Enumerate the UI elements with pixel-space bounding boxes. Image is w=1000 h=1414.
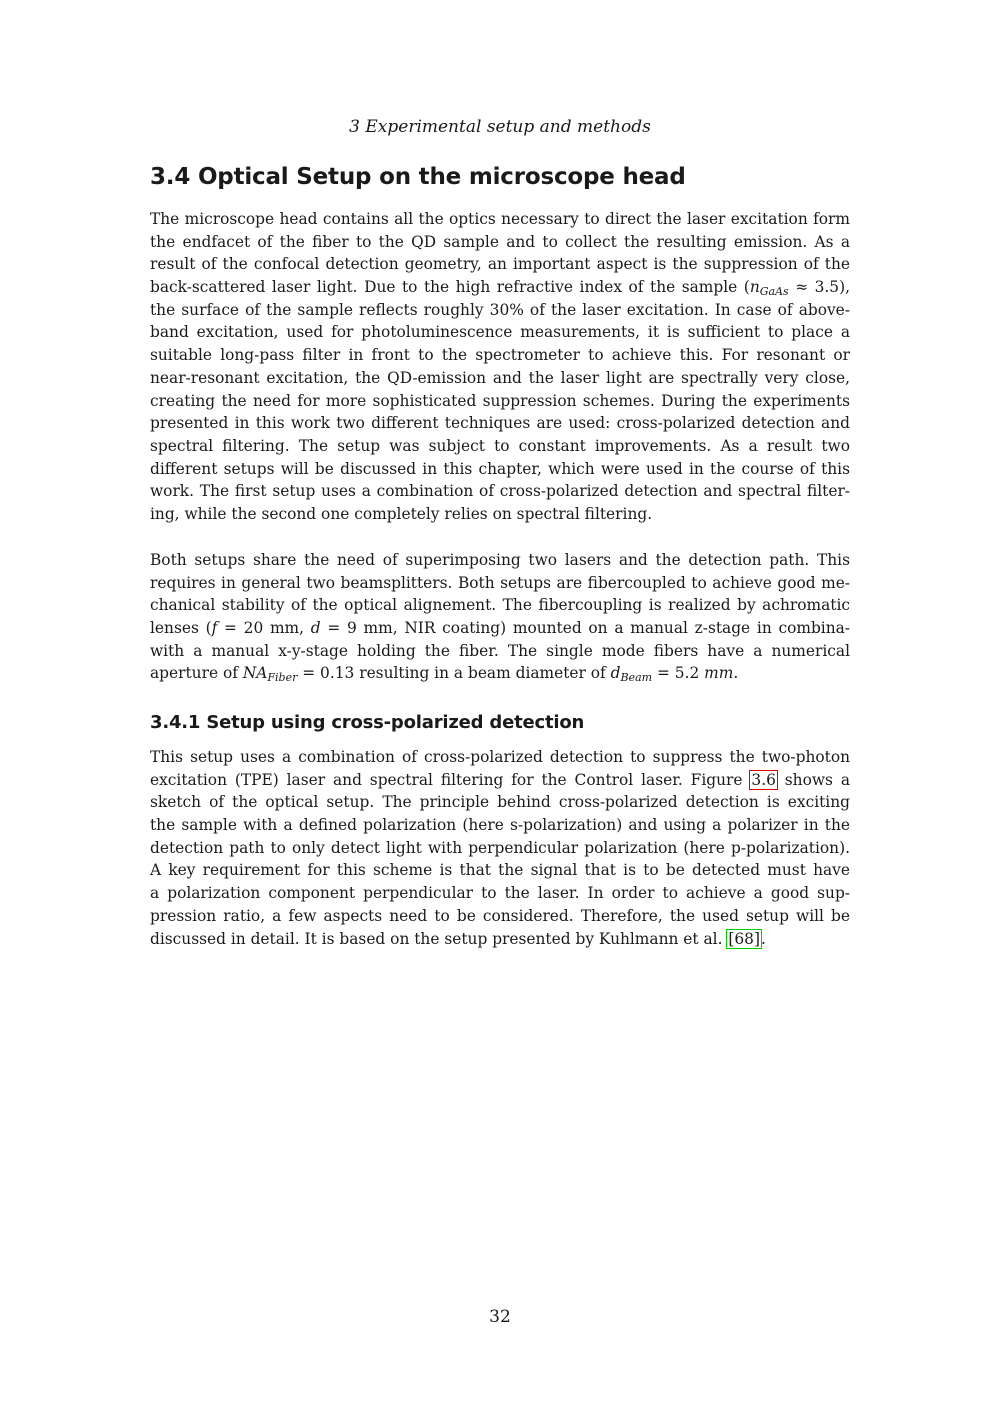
math-subscript: Beam [620,671,653,685]
text-line [150,769,850,792]
text-fragment: shows a [776,770,850,789]
math-subscript: GaAs [759,285,789,299]
text-line: suitable long-pass filter in front to the spectrometer to achieve this. For resonant or [150,346,850,365]
math-end: . [733,664,739,683]
text-line: The microscope head contains all the optics necessary to direct the laser excitation form [150,210,850,228]
text-line [150,617,850,640]
math-value: = 20 mm, [217,619,311,638]
paragraph-intro [150,208,850,526]
running-head: 3 Experimental setup and methods [349,117,651,137]
math-value: ≈ 3.5), [788,278,850,297]
math-d-beam: d [610,664,621,683]
text-line: work. The first setup uses a combination of cross-polarized detection and spectral filter- [150,482,850,501]
text-line [150,662,850,685]
math-d: d [310,619,321,638]
text-line [150,276,850,299]
text-fragment: lenses ( [150,619,212,638]
page [150,0,850,1414]
text-line: a polarization component perpendicular to the laser. In order to achieve a good sup- [150,884,850,903]
text-line: requires in general two beamsplitters. Both setups are fibercoupled to achieve good me- [150,573,850,592]
paragraph-cross-polarized [150,746,850,950]
text-line: ing, while the second one completely relies on spectral filtering. [150,504,653,523]
text-line: near-resonant excitation, the QD-emission and the laser light are spectrally very close, [150,368,850,387]
subsection-title: 3.4.1 Setup using cross-polarized detection [150,712,585,733]
text-line: Both setups share the need of superimposing two lasers and the detection path. This [150,551,850,569]
text-line: presented in this work two different techniques are used: cross-polarized detection and [150,414,850,433]
math-unit: mm [704,664,734,683]
text-line: This setup uses a combination of cross-polarized detection to suppress the two-photon [150,748,850,766]
text-line: with a manual x-y-stage holding the fiber. The single mode fibers have a numerical [150,641,850,660]
text-line: chanical stability of the optical alignement. The fibercoupling is realized by achromatic [150,596,850,615]
text-line: the surface of the sample reflects roughly 30% of the laser excitation. In case of above- [150,300,850,319]
text-line: sketch of the optical setup. The principle behind cross-polarized detection is exciting [150,793,850,812]
paragraph-setups [150,549,850,685]
math-subscript: Fiber [267,671,298,685]
page-number: 32 [489,1307,511,1327]
text-fragment: . [760,929,766,948]
text-line [150,928,850,951]
text-line: band excitation, used for photoluminescence measurements, it is sufficient to place a [150,323,850,342]
text-line: result of the confocal detection geometry, an important aspect is the suppression of the [150,255,850,274]
math-value: = 5.2 [652,664,705,683]
math-f: f [211,619,218,638]
text-line: A key requirement for this scheme is that the signal that is to be detected must have [150,861,850,880]
text-fragment: discussed in detail. It is based on the setup presented by Kuhlmann et al. [150,929,728,948]
section-title: 3.4 Optical Setup on the microscope head [150,164,686,190]
text-line: pression ratio, a few aspects need to be considered. Therefore, the used setup will be [150,906,850,925]
text-fragment: resulting in a beam diameter of [354,664,611,683]
math-n: n [749,278,760,297]
text-line: different setups will be discussed in this chapter, which were used in the course of this [150,459,850,478]
citation-link[interactable]: [68] [728,929,760,948]
math-value: = 9 mm, NIR coating) mounted on a manual z-stage in combina- [320,619,851,638]
text-fragment: excitation (TPE) laser and spectral filtering for the Control laser. Figure [150,770,751,789]
math-na: NA [242,664,268,683]
figure-reference-link[interactable]: 3.6 [751,770,776,789]
text-line: detection path to only detect light with perpendicular polarization (here p-polarization). [150,838,850,857]
text-fragment: back-scattered laser light. Due to the high refractive index of the sample ( [150,278,750,297]
text-fragment: aperture of [150,664,243,683]
text-line: the endfacet of the fiber to the QD sample and to collect the resulting emission. As a [150,232,850,251]
text-line: spectral filtering. The setup was subject to constant improvements. As a result two [150,436,850,455]
math-value: = 0.13 [297,664,355,683]
text-line: the sample with a defined polarization (here s-polarization) and using a polarizer in the [150,816,850,835]
text-line: creating the need for more sophisticated suppression schemes. During the experiments [150,391,850,410]
